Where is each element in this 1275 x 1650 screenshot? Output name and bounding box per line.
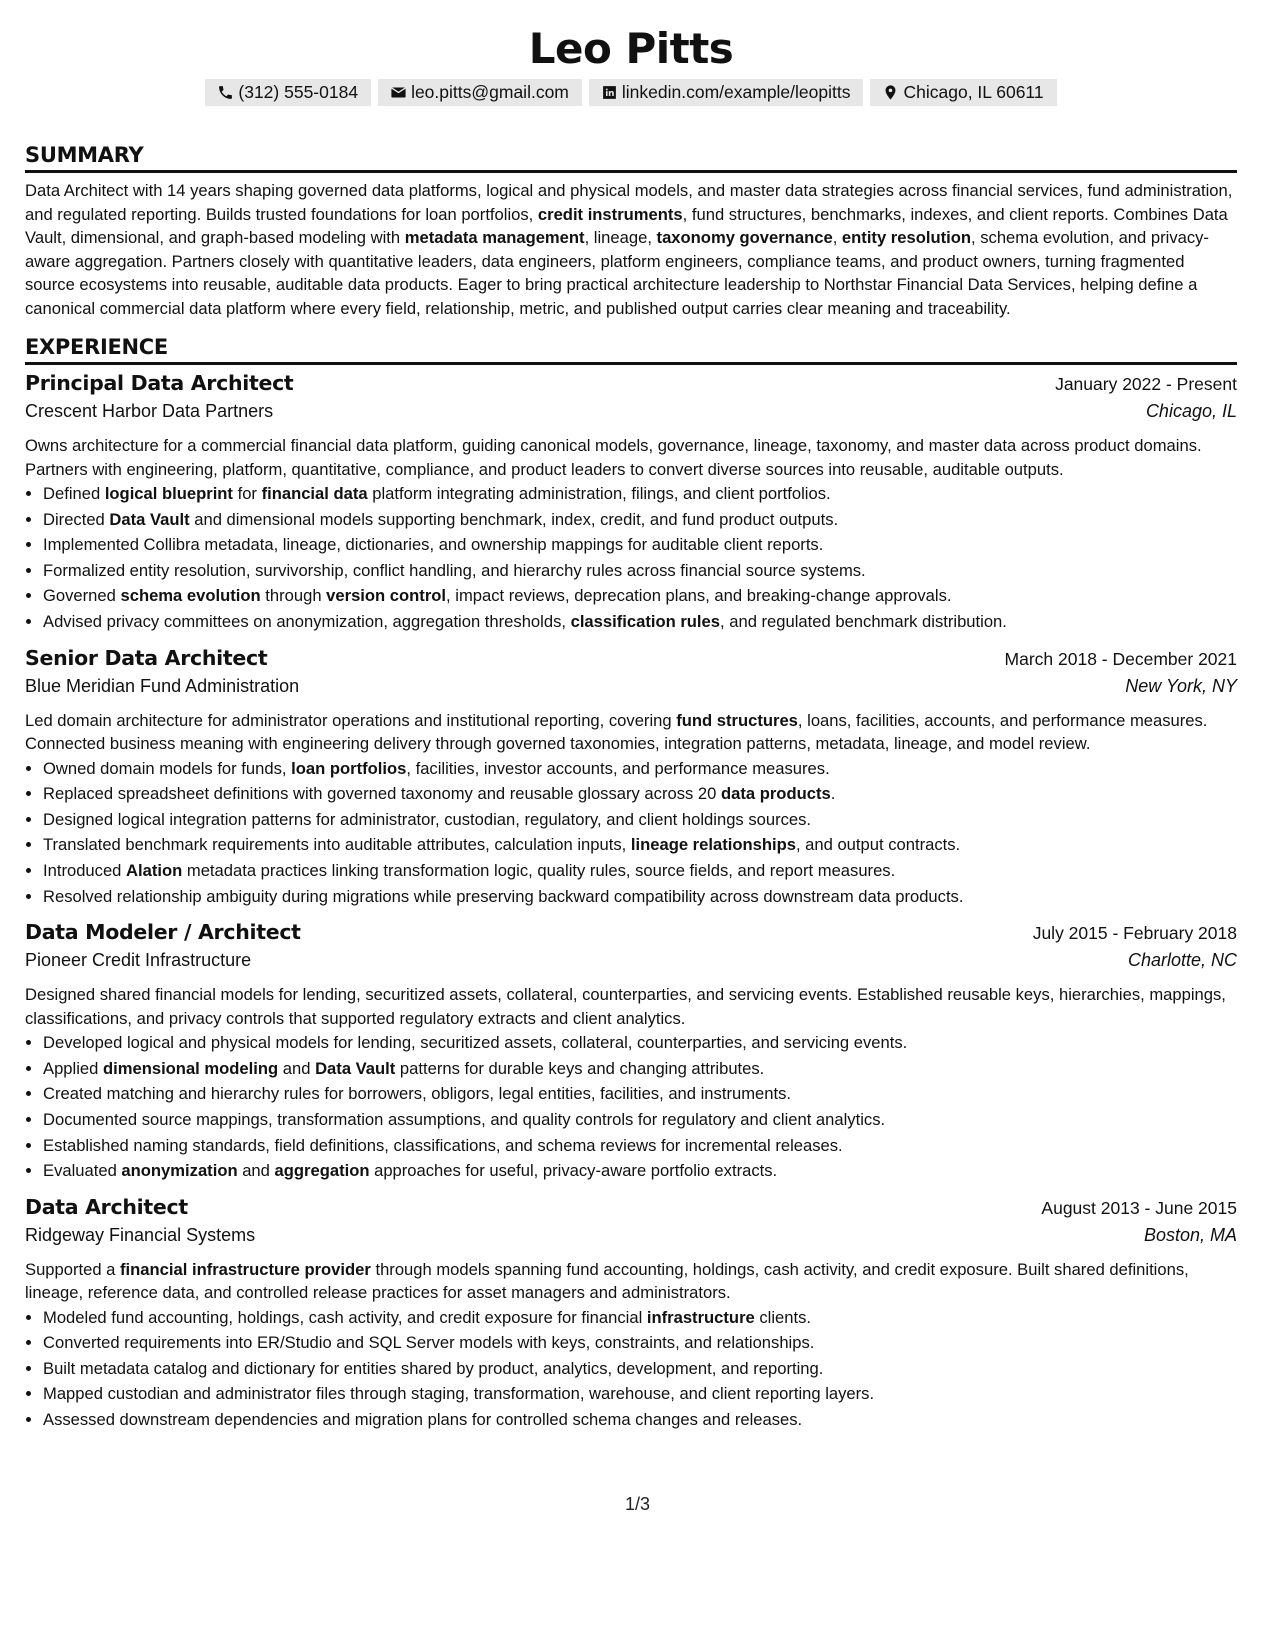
bold-phrase: schema evolution [120,586,261,606]
phone-icon [217,84,234,101]
bold-phrase: credit instruments [537,204,683,224]
job-header [25,371,1237,401]
text-run: , fund structures, benchmarks, indexes, and client reports. Combines Data Vault, dimensional, and graph-based modeling with [25,204,1228,247]
text-run: Directed [43,509,110,529]
bullet-item [43,781,1237,807]
contact-bar [25,79,1237,106]
bullet-item [43,1407,1237,1433]
text-run: Resolved relationship ambiguity during migrations while preserving backward compatibility across downstream data products. [43,886,964,906]
job-company: Ridgeway Financial Systems [25,1224,256,1245]
contact-linkedin[interactable] [589,79,864,106]
bold-phrase: version control [326,586,447,606]
page-number: 1/3 [624,1494,651,1514]
job-entry [25,1195,1237,1433]
bold-phrase: Alation [126,860,183,880]
envelope-icon [390,84,407,101]
bullet-item [43,507,1237,533]
bullet-item [43,756,1237,782]
bold-phrase: Data Vault [315,1058,396,1078]
text-run: Applied [43,1058,103,1078]
job-dates: August 2013 - June 2015 [1041,1197,1237,1218]
job-summary [25,1258,1237,1305]
text-run: and dimensional models supporting benchmark, index, credit, and fund product outputs. [189,509,839,529]
contact-linkedin-text: linkedin.com/example/leopitts [621,82,851,102]
text-run: Implemented Collibra metadata, lineage, dictionaries, and ownership mappings for auditable client reports. [43,535,824,555]
candidate-name: Leo Pitts [528,24,734,73]
job-location: Boston, MA [1143,1224,1237,1245]
job-subheader [25,950,1237,978]
job-summary [25,434,1237,481]
text-run: Advised privacy committees on anonymization, aggregation thresholds, [43,611,571,631]
text-run: , [832,228,842,247]
job-summary [25,709,1237,756]
text-run: Designed shared financial models for lending, securitized assets, collateral, counterparties, and servicing events. Established reusable keys, hierarchies, mappings, classifications, and privacy controls that supported regulatory extracts and client analytics. [25,985,1226,1028]
section-title-experience: EXPERIENCE [25,334,1237,365]
bullet-item [43,481,1237,507]
bullet-item [43,1356,1237,1382]
job-entry [25,920,1237,1184]
bold-phrase: anonymization [121,1161,238,1181]
text-run: Defined [43,484,105,503]
contact-location [870,79,1056,106]
text-run: , impact reviews, deprecation plans, and breaking-change approvals. [446,586,952,606]
text-run: Data Architect with 14 years shaping governed data platforms, logical and physical models, and master data strategies across financial services, fund administration, and regulated reporting. Builds trusted foundations for loan portfolios, [25,181,1233,224]
bullet-item [43,583,1237,609]
text-run: Owned domain models for funds, [43,758,292,778]
bullet-item [43,1107,1237,1133]
text-run: through models spanning fund accounting, holdings, cash activity, and credit exposure. Built shared definitions, lineage, reference data, and controlled release practices for asset managers and administrators. [25,1259,1189,1303]
text-run: Governed [43,586,121,606]
text-run: Developed logical and physical models for lending, securitized assets, collateral, counterparties, and servicing events. [43,1033,908,1053]
text-run: Assessed downstream dependencies and migration plans for controlled schema changes and releases. [43,1410,803,1430]
text-run: patterns for durable keys and changing attributes. [395,1058,765,1078]
job-title: Principal Data Architect [25,371,294,395]
text-run: Built metadata catalog and dictionary for entities shared by product, analytics, development, and reporting. [43,1358,824,1378]
text-run: and [237,1161,275,1181]
text-run: Formalized entity resolution, survivorship, conflict handling, and hierarchy rules across financial source systems. [43,560,866,580]
text-run: , and output contracts. [795,835,961,855]
job-list [25,371,1237,1433]
bold-phrase: dimensional modeling [102,1058,279,1078]
job-dates: March 2018 - December 2021 [1004,648,1237,669]
text-run: . [830,784,836,804]
text-run: , and regulated benchmark distribution. [720,611,1007,631]
job-company: Pioneer Credit Infrastructure [25,950,252,971]
text-run: Documented source mappings, transformation assumptions, and quality controls for regulatory and client analytics. [43,1109,886,1129]
text-run: , lineage, [584,228,657,247]
text-run: Converted requirements into ER/Studio and SQL Server models with keys, constraints, and relationships. [43,1333,815,1353]
bullet-item [43,609,1237,635]
text-run: Created matching and hierarchy rules for borrowers, obligors, legal entities, facilities, and instruments. [43,1084,791,1104]
text-run: Mapped custodian and administrator files through staging, transformation, warehouse, and client reporting layers. [43,1384,875,1404]
bold-phrase: financial data [261,484,368,503]
bullet-item [43,1056,1237,1082]
linkedin-icon [601,84,618,101]
bullet-item [43,1158,1237,1184]
summary-text [25,179,1237,320]
job-subheader [25,401,1237,429]
text-run: Modeled fund accounting, holdings, cash activity, and credit exposure for financial [43,1307,647,1327]
job-location: New York, NY [1125,675,1237,696]
bold-phrase: classification rules [570,611,721,631]
text-run: platform integrating administration, filings, and client portfolios. [367,484,831,503]
job-summary [25,983,1237,1030]
job-header [25,1195,1237,1225]
job-dates: July 2015 - February 2018 [1032,923,1237,944]
bold-phrase: data products [720,784,831,804]
bold-phrase: infrastructure [646,1307,755,1327]
text-run: approaches for useful, privacy-aware portfolio extracts. [369,1161,778,1181]
bullet-item [43,858,1237,884]
job-header [25,920,1237,950]
job-bullets [25,481,1237,635]
contact-location-text: Chicago, IL 60611 [903,82,1044,102]
text-run: clients. [754,1307,812,1327]
bullet-item [43,558,1237,584]
text-run: Led domain architecture for administrator operations and institutional reporting, covering [25,710,677,730]
bold-phrase: aggregation [274,1161,370,1181]
contact-email[interactable] [378,79,582,106]
map-pin-icon [882,84,899,101]
job-bullets [25,756,1237,910]
job-location: Chicago, IL [1145,401,1237,421]
bold-phrase: Data Vault [109,509,190,529]
bullet-item [43,1133,1237,1159]
contact-phone[interactable] [205,79,371,106]
bold-phrase: loan portfolios [291,758,407,778]
bullet-item [43,884,1237,910]
text-run: Replaced spreadsheet definitions with governed taxonomy and reusable glossary across 20 [43,784,721,804]
text-run: Designed logical integration patterns for administrator, custodian, regulatory, and client holdings sources. [43,809,812,829]
job-dates: January 2022 - Present [1055,374,1237,394]
experience-section [25,334,1237,1433]
job-bullets [25,1030,1237,1184]
bold-phrase: entity resolution [841,228,971,247]
contact-phone-text: (312) 555-0184 [238,82,359,102]
text-run: , schema evolution, and privacy-aware aggregation. Partners closely with quantitative leaders, data engineers, platform engineers, compliance teams, and product owners, turning fragmented source ecosystems into reusable, auditable data products. Eager to bring practical architecture leadership to Northstar Financial Data Services, helping define a canonical commercial data platform where every field, relationship, metric, and published output carries clear meaning and traceability. [25,228,1209,318]
bold-phrase: lineage relationships [630,835,796,855]
text-run: Supported a [25,1259,121,1279]
job-header [25,646,1237,676]
bold-phrase: metadata management [404,228,585,247]
text-run: Translated benchmark requirements into auditable attributes, calculation inputs, [43,835,631,855]
job-title: Senior Data Architect [25,645,268,670]
text-run: for [232,484,262,503]
text-run: Owns architecture for a commercial financial data platform, guiding canonical models, governance, lineage, taxonomy, and master data across product domains. Partners with engineering, platform, quantitative, compliance, and product leaders to convert diverse sources into reusable, auditable outputs. [25,436,1202,479]
bullet-item [43,1330,1237,1356]
job-title: Data Modeler / Architect [25,920,301,945]
text-run: , loans, facilities, accounts, and performance measures. Connected business meaning with engineering delivery through governed taxonomies, integration patterns, metadata, lineage, and model review. [25,710,1208,754]
bold-phrase: logical blueprint [104,484,233,503]
bullet-item [43,532,1237,558]
bullet-item [43,1305,1237,1331]
text-run: through [260,586,327,606]
job-entry [25,371,1237,635]
job-title: Data Architect [25,1194,188,1219]
job-company: Blue Meridian Fund Administration [25,675,300,696]
job-location: Charlotte, NC [1127,950,1237,971]
bullet-item [43,807,1237,833]
bold-phrase: fund structures [676,710,798,730]
bullet-item [43,832,1237,858]
summary-section [25,142,1237,320]
resume-page [25,0,1237,1433]
section-title-summary: SUMMARY [25,142,1237,173]
bold-phrase: taxonomy governance [656,228,833,247]
bullet-item [43,1081,1237,1107]
bullet-item [43,1381,1237,1407]
text-run: Introduced [43,860,127,880]
contact-email-text: leo.pitts@gmail.com [411,82,569,102]
job-subheader [25,1225,1237,1253]
text-run: Established naming standards, field definitions, classifications, and schema reviews for incremental releases. [43,1135,843,1155]
bullet-item [43,1030,1237,1056]
job-bullets [25,1305,1237,1433]
job-company: Crescent Harbor Data Partners [25,401,274,421]
job-subheader [25,676,1237,704]
text-run: , facilities, investor accounts, and performance measures. [406,758,830,778]
text-run: Evaluated [43,1161,122,1181]
text-run: metadata practices linking transformation logic, quality rules, source fields, and report measures. [182,860,896,880]
job-entry [25,646,1237,910]
text-run: and [278,1058,316,1078]
bold-phrase: financial infrastructure provider [120,1259,371,1279]
